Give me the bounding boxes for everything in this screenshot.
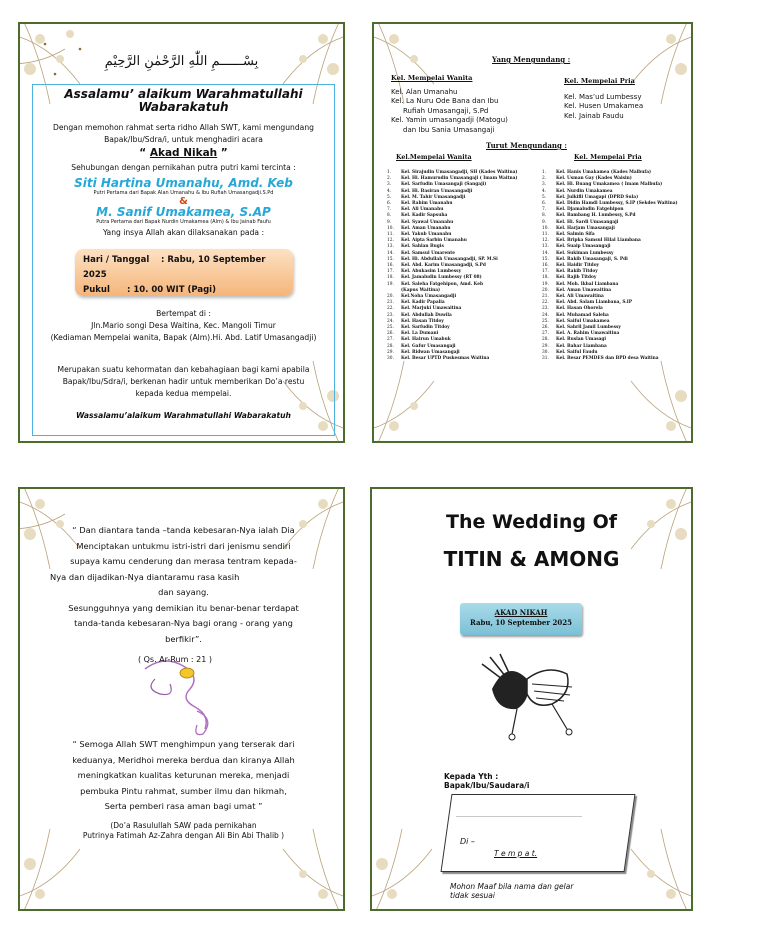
family-item: Kel. Alan Umanahu	[391, 87, 458, 96]
turut-list-item: 17. Kel. Abukasim Lumbessy	[387, 269, 462, 275]
turut-list-item: (Kapus Waitina)	[401, 287, 441, 293]
apology-line: Mohon Maaf bila nama dan gelar	[450, 882, 574, 891]
dilaksanakan-text: Yang insya Allah akan dilaksanakan pada :	[102, 228, 265, 237]
doa-line: Serta pemberi rasa aman bagi umat ”	[104, 801, 263, 811]
doa-source: Putrinya Fatimah Az-Zahra dengan Ali Bin Abi Thalib )	[82, 830, 285, 840]
schedule-time-value: : 10. 00 WIT (Pagi)	[127, 285, 216, 295]
location-text: (Kediaman Mempelai wanita, Bapak (Alm).Hi. Abd. Latif Umasangadji)	[50, 333, 317, 342]
turut-list-item: 25. Kel. Sarfudin Titdoy	[387, 325, 450, 331]
turut-wanita-list	[387, 170, 547, 362]
invitation-page-4	[370, 487, 693, 911]
turut-list-item: 11. Kel. Salmin Sifa	[542, 232, 595, 238]
akad-title: AKAD NIKAH	[494, 608, 548, 617]
turut-list-item: 26. Kel. La Dumani	[387, 331, 439, 337]
turut-list-item: 2. Kel. Usman Gay (Kades Waisin)	[542, 176, 632, 182]
family-wanita-title: Kel. Mempelai Wanita	[391, 74, 473, 82]
turut-list-item: 18. Kel. Rajib Titdoy	[542, 275, 597, 281]
family-item: Kel. Jainab Faudu	[564, 111, 624, 120]
turut-list-item: 13. Kel. Sahlan Bugis	[387, 244, 444, 250]
turut-list-item: 28. Kel. Gafur Umasangaji	[387, 343, 456, 349]
verse-line: Menciptakan untukmu istri-istri dari jenismu sendiri	[76, 540, 291, 551]
invitation-page-2	[372, 22, 693, 443]
turut-list-item: 14. Kel. Sukiman Lumbessy	[542, 250, 614, 256]
intro-text: Bapak/Ibu/Sdra/i, untuk menghadiri acara	[104, 135, 263, 144]
verse-line: berfikir”.	[165, 633, 202, 644]
verse-reference: ( Qs. Ar-Rum : 21 )	[137, 655, 213, 664]
turut-list-item: 29. Kel. Bahar Liambana	[542, 343, 607, 349]
apology-note	[450, 882, 573, 900]
sehubungan-text: Sehubungan dengan pernikahan putra putri kami tercinta :	[71, 163, 296, 172]
couple-names: TITIN & AMONG	[443, 547, 620, 571]
turut-list-item: 31. Kel. Besar PEMDES dan BPD desa Waitina	[542, 356, 659, 362]
turut-list-item: 5. Kel. Julkifli Umagapi (DPRD Sula)	[542, 194, 639, 200]
closing-text: Bapak/Ibu/Sdra/i, berkenan hadir untuk memberikan Do’a restu	[62, 377, 305, 386]
turut-list-item: 18. Kel. Jamaludin Lumbessy (RT 08)	[387, 275, 482, 281]
bride-name: Siti Hartina Umanahu, Amd. Keb	[74, 176, 293, 190]
turut-list-item: 28. Kel. Ruslan Umasagi	[542, 337, 607, 343]
turut-list-item: 19. Kel. Saleha Fatgehipon, Amd. Keb	[387, 281, 483, 287]
family-item: Kel. Mas’ud Lumbessy	[564, 92, 642, 101]
tempat-label: T e m p a t.	[494, 849, 538, 858]
recipient-name-line: ………………………………………………………	[456, 812, 582, 819]
quran-verse-block	[28, 523, 339, 647]
wedding-title: The Wedding Of	[445, 511, 618, 533]
turut-list-item: 9. Kel. Hi. Sardi Umasangaji	[542, 219, 619, 225]
yang-mengundang-header: Yang Mengundang :	[492, 55, 571, 64]
recipient-line: Bapak/Ibu/Saudara/i	[444, 781, 530, 790]
turut-mengundang-header: Turut Mengundang :	[486, 141, 567, 150]
turut-list-item: 6. Kel. Didin Hamdi Lumbessy, S.IP (Sekdes Waitina)	[542, 201, 678, 207]
bride-parents: Putri Pertama dari Bapak Alan Umanahu & Ibu Rufiah Umasangadji.S.Pd	[93, 190, 274, 196]
schedule-day-value: : Rabu, 10 September 2025	[83, 255, 266, 280]
turut-list-item: 6. Kel. Rahim Umanahu	[387, 201, 453, 207]
turut-list-item: 15. Kel. Rakib Umasangaji, S. Pdi	[542, 256, 628, 262]
turut-list-item: 5. Kel. M. Tahir Umasangadji	[387, 194, 466, 200]
invitation-page-3	[18, 487, 345, 911]
turut-list-item: 15. Kel. Hi. Abdullah Umasangadji, SP. M.Si	[387, 256, 498, 262]
salam-line: Wabarakatuh	[138, 100, 229, 114]
doves-illustration	[472, 649, 592, 749]
akad-date: Rabu, 10 September 2025	[469, 618, 572, 627]
salam-line: Assalamu’ alaikum Warahmatullahi	[64, 87, 303, 101]
bismillah-calligraphy: بِسْــــــمِ اللّٰهِ الرَّحْمٰنِ الرَّحِيْمِ	[104, 54, 259, 69]
turut-list-item: 25. Kel. Saiful Umakamea	[542, 318, 610, 324]
turut-list-item: 3. Kel. Hi. Buang Umakamea ( Imam Malbufa)	[542, 182, 663, 188]
turut-list-item: 22. Kel. Abd. Salam Liambana, S.IP	[542, 300, 633, 306]
family-item: Rufiah Umasangaji, S.Pd	[403, 106, 489, 115]
turut-list-item: 9. Kel. Syawal Umanahu	[387, 219, 454, 225]
turut-list-item: 27. Kel. A. Rahim Umawaitina	[542, 331, 620, 337]
schedule-box	[75, 249, 293, 296]
turut-list-item: 20. Kel. Aman Umawaitina	[542, 287, 612, 293]
schedule-day-label: Hari / Tanggal	[83, 255, 150, 265]
turut-wanita-title: Kel.Mempelai Wanita	[396, 154, 472, 161]
verse-line: Sesungguhnya yang demikian itu benar-benar terdapat	[68, 602, 299, 613]
turut-list-item: 20. Kel.Noha Umasangadji	[387, 294, 457, 300]
turut-list-item: 26. Kel. Sahril Jamil Lumbessy	[542, 325, 621, 331]
bertempat-label: Bertempat di :	[156, 309, 211, 318]
turut-list-item: 22. Kel. Marjuki Umawaitina	[387, 306, 462, 312]
family-item: Kel. Yamin umasangadji (Matogu)	[391, 116, 508, 124]
turut-list-item: 3. Kel. Sarfudin Umasangaji (Sangaji)	[387, 182, 487, 188]
turut-list-item: 1. Kel. Sirajudin Umasangadji, SH (Kades Waitina)	[387, 170, 518, 175]
address-box	[441, 794, 636, 872]
closing-text: Merupakan suatu kehormatan dan kebahagiaan bagi kami apabila	[57, 365, 310, 374]
invitation-page-1	[18, 22, 345, 443]
turut-list-item: 19. Kel. Moh. Ikbal Liambana	[542, 281, 619, 287]
schedule-time-label: Pukul	[83, 285, 110, 295]
turut-list-item: 8. Kel. Bambang H. Lumbessy, S.Pd	[542, 213, 636, 219]
doa-line: meningkatkan kualitas keturunan mereka, menjadi	[77, 770, 290, 780]
verse-line: tanda-tanda kebesaran-Nya bagi orang - orang yang	[74, 618, 293, 628]
turut-list-item: 21. Kel. Kadir Papalia	[387, 300, 445, 306]
turut-pria-list	[542, 170, 693, 362]
turut-list-item: 4. Kel. Hi. Basiran Umasangadji	[387, 188, 473, 194]
turut-list-item: 13. Kel. Suaip Umasangaji	[542, 244, 611, 250]
turut-list-item: 30. Kel. Saiful Faudu	[542, 349, 598, 355]
ampersand: &	[179, 196, 188, 207]
floral-corner-decoration	[581, 487, 693, 589]
turut-list-item: 12. Kel. Aipta Sarbin Umanahu	[387, 238, 467, 244]
family-item: Kel. La Nuru Ode Bana dan Ibu	[391, 97, 499, 105]
family-item: dan Ibu Sania Umasangaji	[403, 125, 495, 134]
groom-name: M. Sanif Umakamea, S.AP	[96, 205, 271, 219]
doa-line: keduanya, Meridhoi mereka berdua dan kiranya Allah	[72, 754, 295, 765]
di-label: Di –	[460, 837, 475, 846]
turut-list-item: 10. Kel. Harjam Umasangaji	[542, 225, 615, 231]
turut-list-item: 30. Kel. Besar UPTD Puskesmas Waitina	[387, 356, 490, 362]
family-pria-title: Kel. Mempelai Pria	[564, 77, 635, 85]
intro-text: Dengan memohon rahmat serta ridho Allah SWT, kami mengundang	[53, 123, 314, 132]
turut-list-item: 24. Kel. Muhamad Saleha	[542, 312, 609, 318]
verse-line: supaya kamu cenderung dan merasa tentram kepada-	[70, 556, 297, 566]
greeting-salam	[34, 88, 333, 114]
turut-pria-title: Kel. Mempelai Pria	[574, 154, 642, 161]
turut-list-item: 27. Kel. Hairun Umabuk	[387, 337, 451, 343]
akad-nikah-heading: “ Akad Nikah ”	[139, 147, 228, 159]
verse-line: dan sayang.	[158, 587, 209, 597]
verse-line: Nya dan dijadikan-Nya diantaramu rasa kasih	[50, 571, 240, 582]
turut-list-item: 11. Kel. Yakub Umanahu	[387, 232, 452, 238]
turut-list-item: 1. Kel. Hanis Umakamea (Kades Malbufa)	[542, 170, 652, 175]
turut-list-item: 24. Kel. Hasan Titdoy	[387, 318, 444, 324]
turut-list-item: 10. Kel. Aman Umanahu	[387, 225, 451, 231]
apology-line: tidak sesuai	[450, 891, 495, 900]
recipient-line: Kepada Yth :	[444, 772, 499, 781]
turut-list-item: 12. Kel. Bripka Samsul Hilal Liambana	[542, 238, 641, 244]
turut-list-item: 16. Kel. Haidir Titdoy	[542, 263, 600, 269]
turut-list-item: 7. Kel. Ali Umanahu	[387, 207, 444, 213]
turut-list-item: 4. Kel. Nurdin Umakamea	[542, 188, 613, 194]
turut-list-item: 7. Kel. Djamaludin Fatgehipon	[542, 207, 624, 213]
akad-nikah-badge	[460, 603, 582, 635]
turut-list-item: 23. Kel. Hasan Ohorela	[542, 306, 603, 312]
groom-parents: Putra Pertama dari Bapak Nurdin Umakamea (Alm) & Ibu Jainab Faufu	[96, 219, 271, 225]
verse-line: “ Dan diantara tanda –tanda kebesaran-Nya ialah Dia	[72, 525, 295, 535]
turut-list-item: 23. Kel. Abdullah Duwila	[387, 312, 452, 318]
family-pria-block	[564, 77, 689, 121]
family-item: Kel. Husen Umakamea	[564, 102, 644, 110]
turut-list-item: 8. Kel. Kadir Sapsuha	[387, 213, 448, 219]
doa-source: (Do’a Rasulullah SAW pada pernikahan	[110, 820, 257, 830]
wassalam-text: Wassalamu’alaikum Warahmatullahi Wabarakatuh	[76, 411, 291, 420]
doa-line: “ Semoga Allah SWT menghimpun yang terserak dari	[72, 739, 295, 749]
turut-list-item: 29. Kel. Ridwan Umasangaji	[387, 349, 460, 355]
turut-list-item: 14. Kel. Samsul Umarente	[387, 250, 456, 256]
turut-list-item: 16. Kel. Abd. Karim Umasangadji, S.Pd	[387, 263, 486, 269]
turut-list-item: 2. Kel. Hi. Hamurudin Umasangaji ( Imam Waitna)	[387, 176, 518, 182]
recipient-label	[444, 772, 529, 790]
doa-block	[28, 737, 339, 841]
doa-line: pembuka Pintu rahmat, sumber ilmu dan hikmah,	[80, 785, 287, 796]
turut-list-item: 21. Kel. Ali Umawaitina	[542, 294, 604, 300]
location-text: Jln.Mario songi Desa Waitina, Kec. Mangoli Timur	[91, 321, 276, 330]
turut-list-item: 17. Kel. Rakib Titdoy	[542, 269, 598, 275]
closing-text: kepada kedua mempelai.	[135, 389, 232, 398]
family-wanita-block	[391, 74, 541, 135]
